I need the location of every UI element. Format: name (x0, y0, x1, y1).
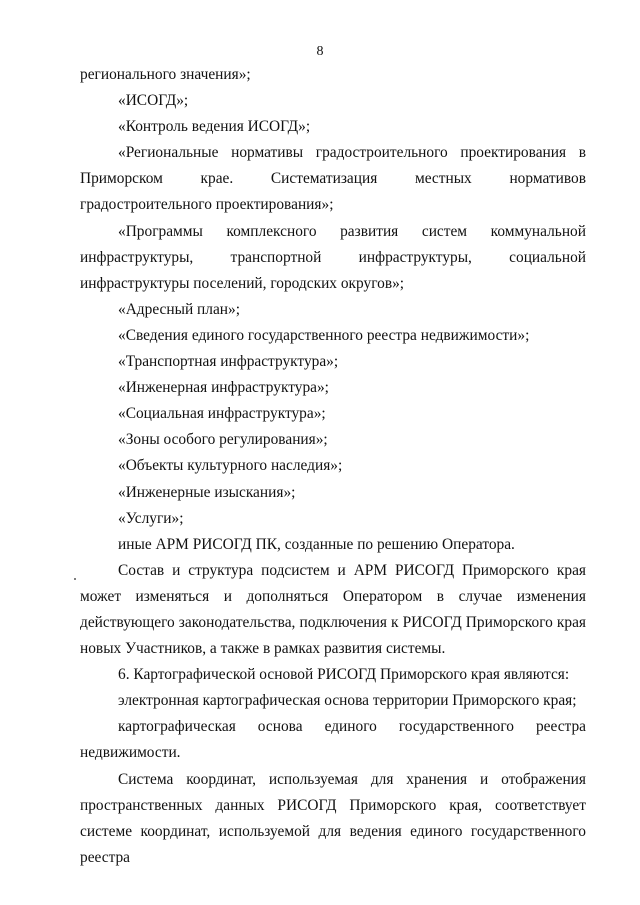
list-item-address-plan: «Адресный план»; (118, 300, 240, 318)
list-item-registry-basemap: картографическая основа единого государственного реестра недвижимости. (80, 718, 586, 762)
paragraph-coordinate-system: Система координат, используемая для хранения и отображения пространственных данных РИСОГД Приморского края, соответствует системе координат, используемой для ведения единого государственного реестра (80, 770, 586, 866)
list-item-transport-infrastructure: «Транспортная инфраструктура»; (118, 353, 339, 371)
list-item-other-arm: иные АРМ РИСОГД ПК, созданные по решению Оператора. (118, 535, 515, 553)
list-item-regional-norms: «Региональные нормативы градостроительного проектирования в Приморском крае. Систематизация местных нормативов градостроительного проектирования»; (80, 144, 586, 214)
list-item-social-infrastructure: «Социальная инфраструктура»; (118, 405, 326, 423)
list-item-engineering-infrastructure: «Инженерная инфраструктура»; (118, 379, 329, 397)
document-body (80, 62, 586, 871)
list-item-special-zones: «Зоны особого регулирования»; (118, 431, 328, 449)
list-item-electronic-basemap: электронная картографическая основа территории Приморского края; (118, 692, 577, 710)
list-item-isogd: «ИСОГД»; (118, 92, 189, 110)
paragraph-continuation: регионального значения»; (80, 66, 251, 83)
page-number: 8 (316, 44, 324, 59)
list-item-real-estate-registry: «Сведения единого государственного реестра недвижимости»; (118, 326, 530, 344)
list-item-engineering-surveys: «Инженерные изыскания»; (118, 483, 296, 501)
list-item-isogd-control: «Контроль ведения ИСОГД»; (118, 118, 311, 136)
paragraph-composition: Состав и структура подсистем и АРМ РИСОГД Приморского края может изменяться и дополняться Оператором в случае изменения действующего законодательства, подключения к РИСОГД Приморского края новых Участников, а также в рамках развития системы. (80, 561, 586, 658)
list-item-development-programs: «Программы комплексного развития систем коммунальной инфраструктуры, транспортной инфраструктуры, социальной инфраструктуры поселений, городских округов»; (80, 222, 586, 292)
scan-speck (74, 578, 76, 580)
list-item-cultural-heritage: «Объекты культурного наследия»; (118, 457, 343, 475)
paragraph-section-6: 6. Картографической основой РИСОГД Приморского края являются: (118, 666, 570, 684)
list-item-services: «Услуги»; (118, 509, 184, 527)
